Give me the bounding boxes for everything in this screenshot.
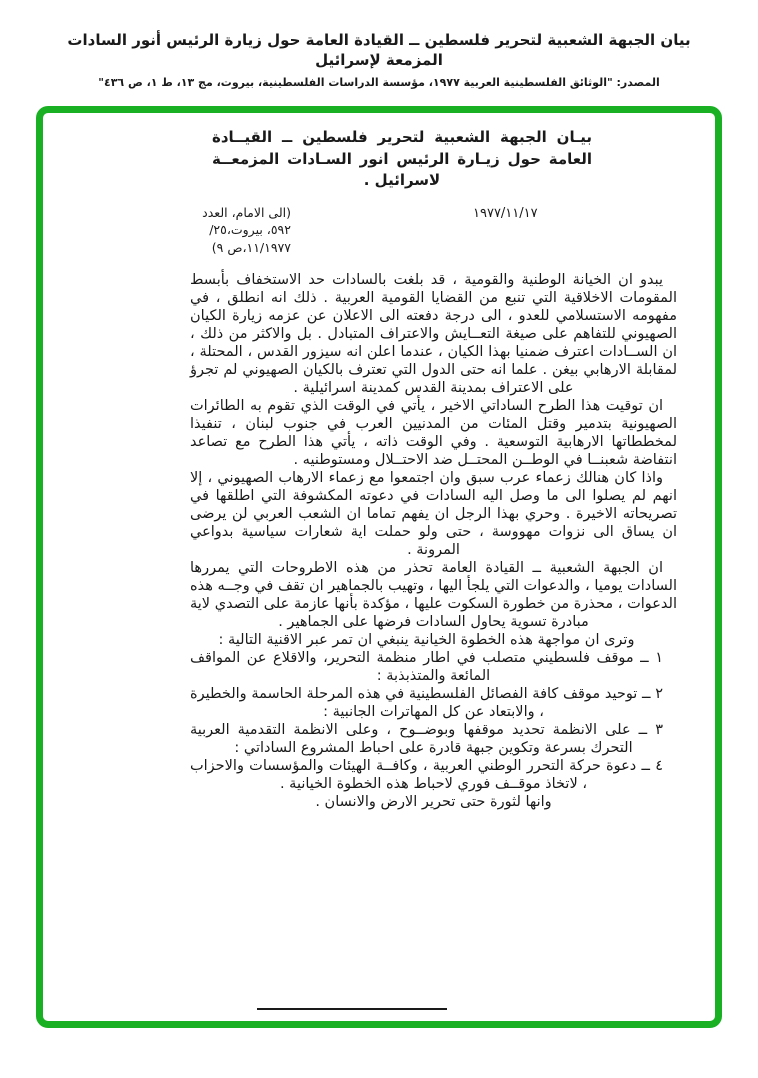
document-title <box>212 127 592 192</box>
page-header <box>0 30 758 90</box>
citation-line-2: ٥٩٢، بيروت،٢٥/ <box>209 222 291 237</box>
body-paragraph-3: واذا كان هنالك زعماء عرب سبق وان اجتمعوا مع زعماء الارهاب الصهيوني ، إلا انهم لم يصلوا الى ما وصل اليه السادات في دعوته المكشوفة التي اطلقها في تصريحاته الاخيرة . وحري بهذا الرجل ان يفهم تماما ان الشعب العربي لن يرضى ان يساق الى نزوات مهووسة ، حتى ولو حملت اية شعارات سياسية بدواعي المرونة . <box>190 469 677 558</box>
date-citation-row <box>190 204 677 258</box>
document-content <box>43 113 715 811</box>
citation-line-1: (الى الامام، العدد <box>202 204 291 220</box>
body-paragraph-4: ان الجبهة الشعبية ــ القيادة العامة تحذر من هذه الاطروحات التي يمررها السادات يوميا ، والدعوات التي يلجأ اليها ، وتهيب بالجماهير ان تقف في وجــه هذه الدعوات ، محذرة من خطورة السكوت عليها ، مؤكدة بأنها عازمة على التصدي لاية مبادرة تسوية يحاول السادات فرضها على الجماهير . <box>190 559 677 630</box>
header-source: المصدر: "الوثائق الفلسطينية العربية ١٩٧٧، مؤسسة الدراسات الفلسطينية، بيروت، مج ١٣، ط ١، ص ٤٣٦" <box>98 76 660 89</box>
document-frame <box>36 106 722 1028</box>
header-title: بيان الجبهة الشعبية لتحرير فلسطين ــ القيادة العامة حول زيارة الرئيس أنور السادات المزمعة لإسرائيل <box>67 31 691 69</box>
body-list-item-1: ١ ــ موقف فلسطيني متصلب في اطار منظمة التحرير، والاقلاع عن المواقف المائعة والمتذبذبة : <box>190 649 663 684</box>
end-divider <box>257 1008 447 1010</box>
body-paragraph-1: يبدو ان الخيانة الوطنية والقومية ، قد بلغت بالسادات حد الاستخفاف بأبسط المقومات الاخلاقية التي تنبع من القضايا القومية العربية . ذلك انه انطلق ، في مفهومه الاستسلامي للعدو ، الى درجة دفعته الى الاعلان عن عزمه زيارة الكيان الصهيوني للتفاهم على صيغة التعــايش والاعتراف المتبادل . بل والاكثر من ذلك ، ان الســادات اعترف ضمنيا بهذا الكيان ، عندما اعلن انه سيزور القدس ، المحتلة ، لمقابلة الارهابي بيغن . علما انه حتى الدول التي تعترف بالكيان الصهيوني لم تجرؤ على الاعتراف بمدينة القدس كمدينة اسرائيلية . <box>190 271 677 396</box>
body-list-item-4: ٤ ــ دعوة حركة التحرر الوطني العربية ، وكافــة الهيئات والمؤسسات والاحزاب ، لاتخاذ موقــف فوري لاحباط هذه الخطوة الخيانية . <box>190 757 663 792</box>
document-body <box>190 271 677 811</box>
body-paragraph-5: وترى ان مواجهة هذه الخطوة الخيانية ينبغي ان تمر عبر الاقنية التالية : <box>218 631 635 648</box>
citation-line-3: ١١/١٩٧٧،ص ٩) <box>211 239 291 255</box>
document-title-line-3: لاسرائيل . <box>363 171 441 189</box>
body-paragraph-2: ان توقيت هذا الطرح الساداتي الاخير ، يأتي في الوقت الذي تقوم به الطائرات الصهيونية بتدمير وقتل المئات من المدنيين العرب في جنوب لبنان ، تنفيذا لمخططاتها الارهابية التوسعية . وفي الوقت ذاته ، يأتي هذا الطرح مع تصاعد انتفاضة شعبنــا في الوطــن المحتــل ضد الاحتــلال ومستوطنيه . <box>190 397 677 468</box>
body-list-item-3: ٣ ــ على الانظمة تحديد موقفها وبوضــوح ، وعلى الانظمة التقدمية العربية التحرك بسرعة وتكوين جبهة قادرة على احباط المشروع الساداتي : <box>190 721 663 756</box>
document-title-line-2: العامة حول زيـارة الرئيس انور السـادات المزمعــة <box>212 149 592 168</box>
document-title-line-1: بيـان الجبهة الشعبية لتحرير فلسطين ــ القيــادة <box>212 128 592 146</box>
document-date: ١٩٧٧/١١/١٧ <box>473 205 538 221</box>
citation-block <box>195 204 291 257</box>
closing-line: وانها لثورة حتى تحرير الارض والانسان . <box>315 793 552 810</box>
body-list-item-2: ٢ ــ توحيد موقف كافة الفصائل الفلسطينية في هذه المرحلة الحاسمة والخطيرة ، والابتعاد عن كل المهاترات الجانبية : <box>190 685 663 720</box>
